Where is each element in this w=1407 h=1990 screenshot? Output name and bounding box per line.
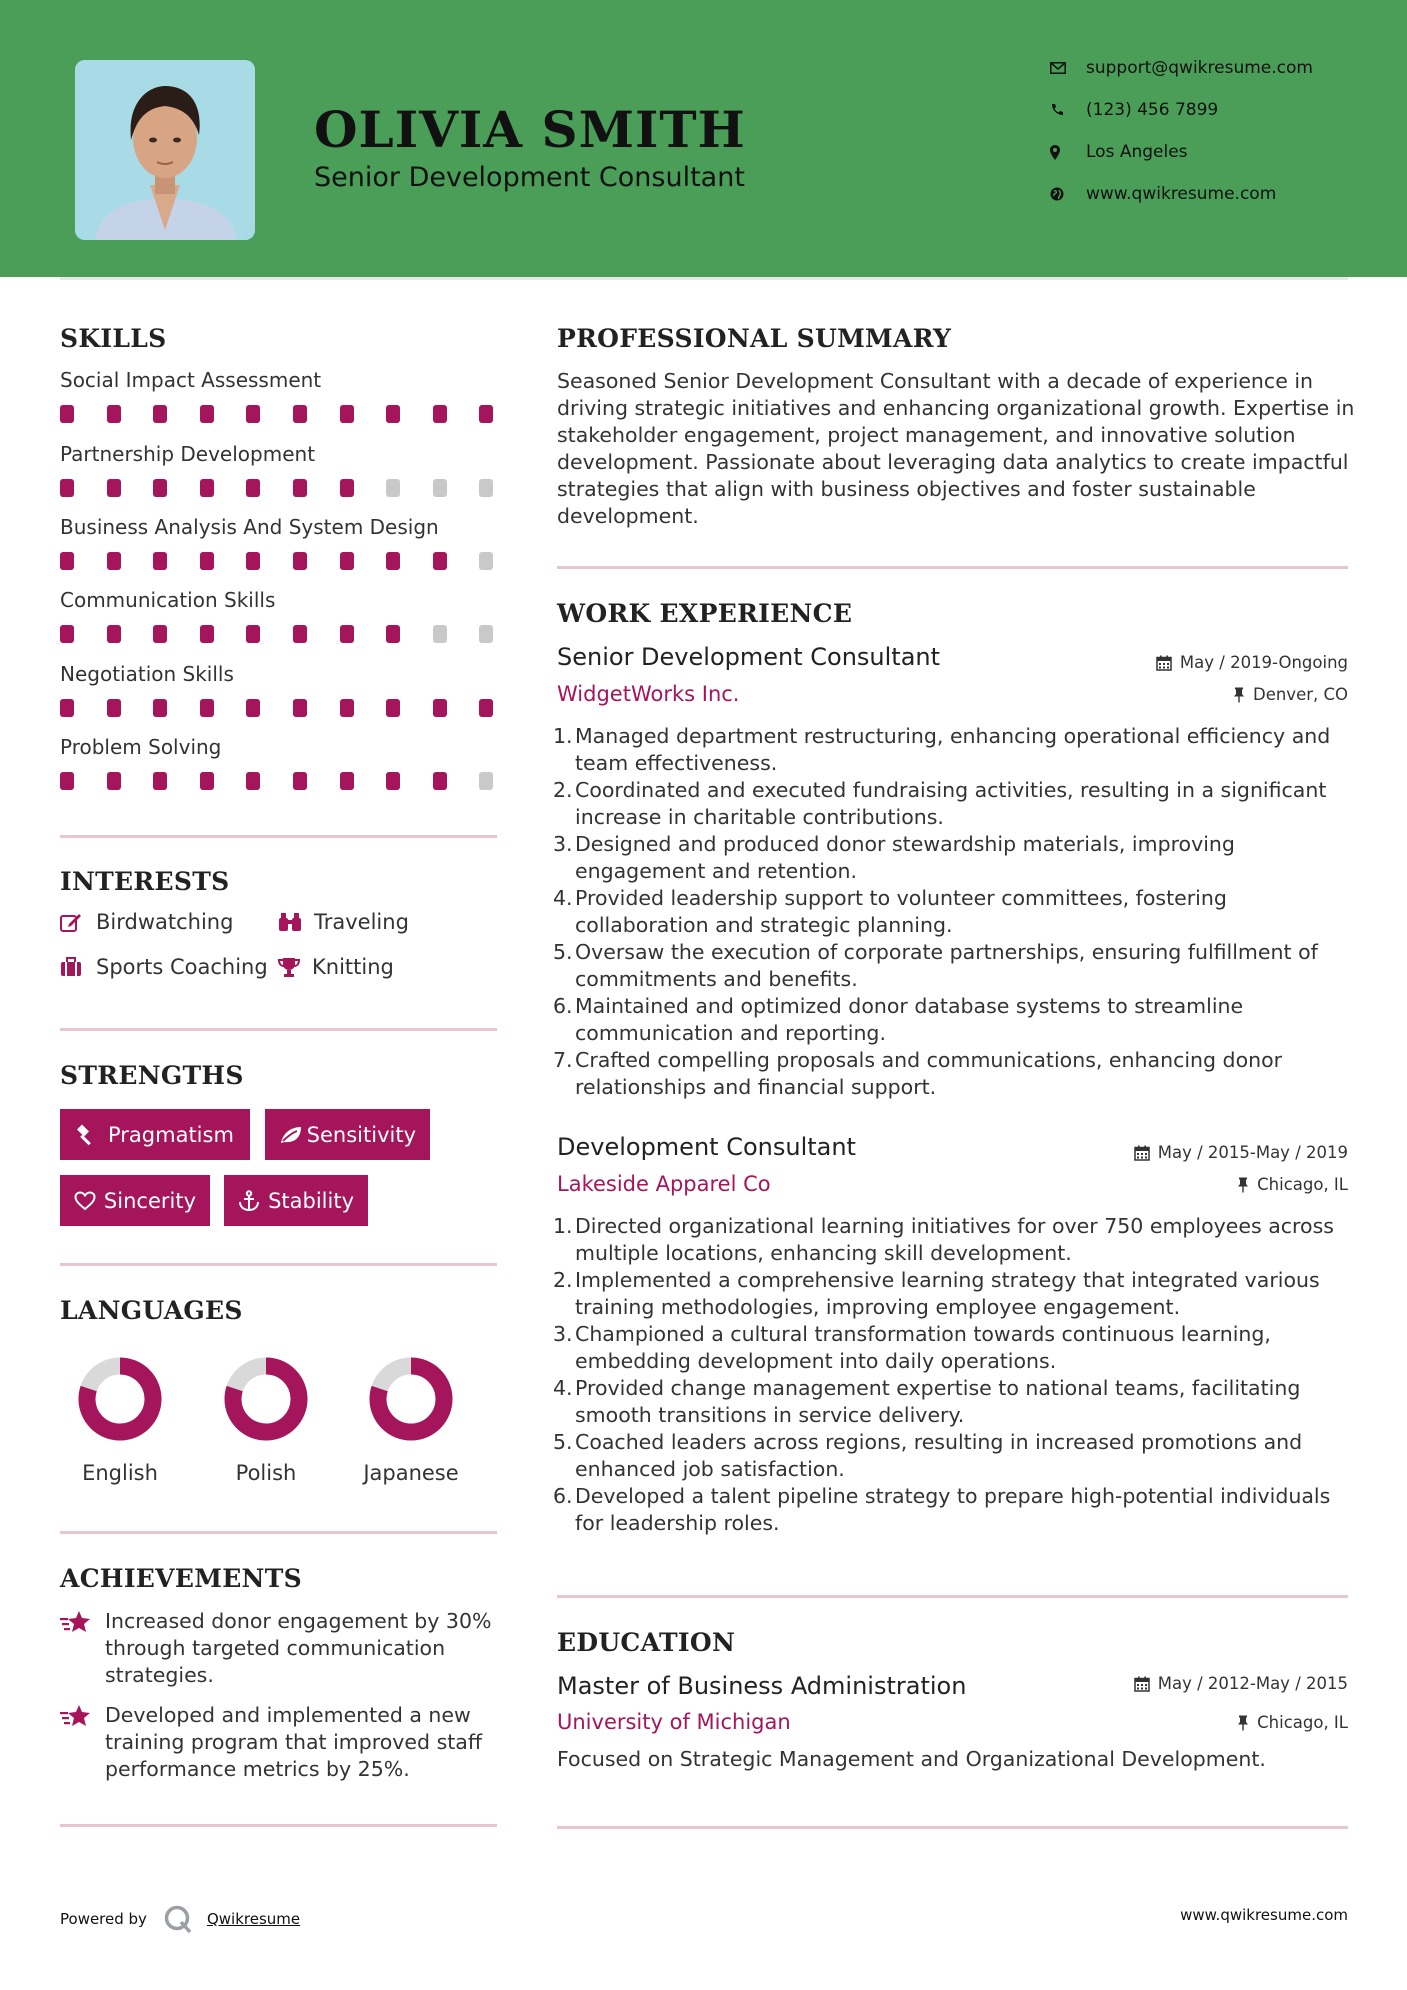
- achievement-item: [60, 1608, 500, 1689]
- contact-location-text: Los Angeles: [1086, 142, 1188, 162]
- achievement-text: Increased donor engagement by 30% through targeted communication strategies.: [105, 1609, 492, 1687]
- job-bullet: 7. Crafted compelling proposals and communications, enhancing donor relationships and financial support.: [553, 1048, 1283, 1099]
- section-divider: [60, 1263, 497, 1266]
- education-location: [1237, 1713, 1348, 1732]
- briefcase-icon: [60, 957, 96, 977]
- calendar-icon: [1156, 655, 1172, 671]
- binoculars-icon: [278, 912, 314, 932]
- job-bullet: 2. Coordinated and executed fundraising activities, resulting in a significant increase in charitable contributions.: [553, 778, 1327, 829]
- language-label: Japanese: [363, 1461, 459, 1485]
- pushpin-icon: [1237, 1715, 1249, 1731]
- leaf-icon: [279, 1125, 307, 1145]
- skill-dot-filled: [60, 552, 74, 570]
- language-label: English: [82, 1461, 158, 1485]
- skill-dot-empty: [479, 479, 493, 497]
- skill-dot-filled: [246, 479, 260, 497]
- footer-website[interactable]: www.qwikresume.com: [1180, 1906, 1348, 1924]
- skill-dot-filled: [340, 479, 354, 497]
- skill-dot-filled: [479, 405, 493, 423]
- skill-dot-empty: [433, 625, 447, 643]
- job-bullet: 6. Maintained and optimized donor database systems to streamline communication and reporting.: [553, 994, 1244, 1045]
- resume-header: [0, 0, 1407, 277]
- skill-dot-filled: [340, 772, 354, 790]
- strength-tag: [224, 1175, 368, 1226]
- summary-text: Seasoned Senior Development Consultant with a decade of experience in driving strategic initiatives and enhancing organizational growth. Expertise in stakeholder engagement, project management, and innovative solution development. Passionate about leveraging data analytics to create impactful strategies that align with business objectives and foster sustainable development.: [557, 369, 1355, 528]
- interest-item: [278, 955, 394, 979]
- skill-dot-empty: [479, 625, 493, 643]
- language-label: Polish: [235, 1461, 297, 1485]
- envelope-icon: [1050, 62, 1086, 74]
- star-icon: [60, 1702, 105, 1783]
- achievements-heading: ACHIEVEMENTS: [60, 1564, 302, 1593]
- job-location: [1237, 1175, 1348, 1194]
- interest-item: [60, 910, 233, 934]
- skill-dot-filled: [246, 552, 260, 570]
- skill-dot-filled: [293, 772, 307, 790]
- strength-tag: [265, 1109, 430, 1160]
- school-name: University of Michigan: [557, 1710, 791, 1734]
- skill-dot-filled: [107, 405, 121, 423]
- skill-dot-filled: [340, 405, 354, 423]
- skill-dot-filled: [60, 772, 74, 790]
- skill-label: Problem Solving: [60, 735, 222, 759]
- section-divider: [60, 1028, 497, 1031]
- skill-dot-filled: [293, 552, 307, 570]
- job-bullet: 1. Managed department restructuring, enhancing operational efficiency and team effectiveness.: [553, 724, 1331, 775]
- strengths-heading: STRENGTHS: [60, 1061, 244, 1090]
- skill-dot-filled: [60, 479, 74, 497]
- phone-icon: [1050, 103, 1086, 117]
- pushpin-icon: [1237, 1177, 1249, 1193]
- skill-label: Partnership Development: [60, 442, 316, 466]
- skill-rating-1: [60, 479, 500, 497]
- skill-dot-filled: [60, 405, 74, 423]
- language-level-2: [366, 1354, 456, 1444]
- summary-heading: PROFESSIONAL SUMMARY: [557, 324, 952, 353]
- qwikresume-link[interactable]: Qwikresume: [206, 1910, 301, 1928]
- skill-dot-empty: [386, 479, 400, 497]
- degree-title: Master of Business Administration: [557, 1672, 967, 1700]
- job-location-text: Denver, CO: [1252, 685, 1348, 704]
- skill-dot-filled: [153, 405, 167, 423]
- section-divider: [557, 1826, 1348, 1829]
- skill-dot-filled: [246, 772, 260, 790]
- job-bullets: [553, 1213, 1357, 1537]
- skill-label: Social Impact Assessment: [60, 368, 322, 392]
- contact-website-text: www.qwikresume.com: [1086, 184, 1277, 204]
- job-bullet: 3. Designed and produced donor stewardship materials, improving engagement and retention.: [553, 832, 1235, 883]
- job-location-text: Chicago, IL: [1257, 1175, 1348, 1194]
- company-name: Lakeside Apparel Co: [557, 1172, 771, 1196]
- skill-dot-filled: [433, 405, 447, 423]
- skill-dot-filled: [479, 699, 493, 717]
- skill-rating-4: [60, 699, 500, 717]
- skill-dot-filled: [386, 772, 400, 790]
- contact-phone-text: (123) 456 7899: [1086, 100, 1219, 120]
- contact-website[interactable]: [1050, 184, 1276, 204]
- interest-label: Birdwatching: [96, 910, 234, 934]
- skill-label: Communication Skills: [60, 588, 276, 612]
- company-name: WidgetWorks Inc.: [557, 682, 740, 706]
- job-dates: [1156, 653, 1348, 672]
- skill-dot-filled: [433, 772, 447, 790]
- skill-dot-filled: [200, 405, 214, 423]
- job-title: Development Consultant: [557, 1133, 856, 1161]
- experience-heading: WORK EXPERIENCE: [557, 599, 853, 628]
- section-divider: [60, 1531, 497, 1534]
- job-bullet: 2. Implemented a comprehensive learning strategy that integrated various training methodologies, improving employee engagement.: [553, 1268, 1320, 1319]
- skill-dot-filled: [200, 552, 214, 570]
- job-bullet: 5. Oversaw the execution of corporate partnerships, ensuring fulfillment of commitments and benefits.: [553, 940, 1318, 991]
- job-bullet: 3. Championed a cultural transformation towards continuous learning, embedding development into daily operations.: [553, 1322, 1271, 1373]
- contact-email[interactable]: [1050, 58, 1313, 78]
- job-location: [1233, 685, 1348, 704]
- skill-dot-filled: [293, 699, 307, 717]
- job-bullet: 1. Directed organizational learning initiatives for over 750 employees across multiple locations, enhancing skill development.: [553, 1214, 1334, 1265]
- education-dates-text: May / 2012-May / 2015: [1157, 1674, 1348, 1693]
- skill-dot-filled: [153, 625, 167, 643]
- skill-dot-filled: [386, 552, 400, 570]
- skill-dot-filled: [107, 479, 121, 497]
- powered-by: [60, 1904, 300, 1934]
- skill-dot-filled: [386, 625, 400, 643]
- language-level-1: [221, 1354, 311, 1444]
- skill-dot-filled: [200, 699, 214, 717]
- powered-by-text: Powered by: [60, 1910, 147, 1928]
- job-dates-text: May / 2015-May / 2019: [1157, 1143, 1348, 1162]
- strength-tag: [60, 1175, 210, 1226]
- calendar-icon: [1134, 1145, 1150, 1161]
- interest-label: Knitting: [312, 955, 394, 979]
- skill-dot-empty: [479, 552, 493, 570]
- job-dates: [1134, 1143, 1348, 1162]
- strength-tag: [60, 1109, 250, 1160]
- strength-label: Sensitivity: [306, 1122, 416, 1147]
- skill-dot-filled: [60, 625, 74, 643]
- skill-rating-0: [60, 405, 500, 423]
- candidate-role: Senior Development Consultant: [314, 162, 745, 193]
- skill-dot-filled: [153, 772, 167, 790]
- skill-dot-filled: [107, 699, 121, 717]
- trophy-icon: [278, 957, 312, 977]
- achievement-item: [60, 1702, 500, 1783]
- contact-phone[interactable]: [1050, 100, 1218, 120]
- skill-dot-filled: [200, 479, 214, 497]
- education-location-text: Chicago, IL: [1257, 1713, 1348, 1732]
- strength-label: Pragmatism: [108, 1122, 234, 1147]
- skill-dot-filled: [340, 625, 354, 643]
- skill-dot-filled: [107, 625, 121, 643]
- skill-dot-filled: [293, 479, 307, 497]
- job-bullets: [553, 723, 1357, 1101]
- achievement-text: Developed and implemented a new training program that improved staff performance metrics by 25%.: [105, 1703, 482, 1781]
- education-heading: EDUCATION: [557, 1628, 736, 1657]
- interest-item: [60, 955, 268, 979]
- languages-heading: LANGUAGES: [60, 1296, 243, 1325]
- skill-rating-2: [60, 552, 500, 570]
- skill-rating-5: [60, 772, 500, 790]
- interest-item: [278, 910, 409, 934]
- job-bullet: 6. Developed a talent pipeline strategy to prepare high-potential individuals for leadership roles.: [553, 1484, 1331, 1535]
- section-divider: [60, 1824, 497, 1827]
- contact-email-text: support@qwikresume.com: [1086, 58, 1313, 78]
- contact-location: [1050, 142, 1188, 162]
- skill-dot-filled: [246, 699, 260, 717]
- education-dates: [1134, 1674, 1348, 1693]
- skill-dot-filled: [107, 552, 121, 570]
- skill-dot-filled: [200, 772, 214, 790]
- edit-icon: [60, 912, 96, 932]
- interests-heading: INTERESTS: [60, 867, 230, 896]
- qwikresume-logo-icon: [163, 1904, 193, 1934]
- language-level-0: [75, 1354, 165, 1444]
- skill-dot-filled: [246, 625, 260, 643]
- calendar-icon: [1134, 1676, 1150, 1692]
- skill-dot-filled: [433, 699, 447, 717]
- gavel-icon: [74, 1124, 108, 1146]
- job-title: Senior Development Consultant: [557, 643, 941, 671]
- skill-dot-filled: [386, 405, 400, 423]
- skill-dot-filled: [293, 405, 307, 423]
- skill-dot-empty: [479, 772, 493, 790]
- strength-label: Sincerity: [103, 1188, 196, 1213]
- skill-dot-filled: [153, 552, 167, 570]
- skill-dot-empty: [433, 479, 447, 497]
- skill-dot-filled: [153, 479, 167, 497]
- skill-label: Business Analysis And System Design: [60, 515, 439, 539]
- skill-dot-filled: [386, 699, 400, 717]
- star-icon: [60, 1608, 105, 1689]
- skill-label: Negotiation Skills: [60, 662, 234, 686]
- pushpin-icon: [1233, 687, 1245, 703]
- skill-dot-filled: [340, 552, 354, 570]
- candidate-name: OLIVIA SMITH: [314, 100, 746, 159]
- skill-dot-filled: [200, 625, 214, 643]
- job-dates-text: May / 2019-Ongoing: [1179, 653, 1348, 672]
- skill-dot-filled: [60, 699, 74, 717]
- section-divider: [60, 835, 497, 838]
- globe-icon: [1050, 187, 1086, 201]
- skill-dot-filled: [153, 699, 167, 717]
- skill-dot-filled: [293, 625, 307, 643]
- strength-label: Stability: [268, 1188, 354, 1213]
- profile-photo: [75, 60, 255, 240]
- skill-dot-filled: [433, 552, 447, 570]
- interest-label: Sports Coaching: [96, 955, 268, 979]
- skill-dot-filled: [340, 699, 354, 717]
- heart-icon: [74, 1191, 104, 1211]
- job-bullet: 4. Provided leadership support to volunteer committees, fostering collaboration and strategic planning.: [553, 886, 1227, 937]
- interest-label: Traveling: [314, 910, 409, 934]
- skill-rating-3: [60, 625, 500, 643]
- map-pin-icon: [1050, 145, 1086, 160]
- skill-dot-filled: [107, 772, 121, 790]
- skill-dot-filled: [246, 405, 260, 423]
- header-divider: [60, 277, 1348, 280]
- skills-heading: SKILLS: [60, 324, 167, 353]
- job-bullet: 5. Coached leaders across regions, resulting in increased promotions and enhanced job satisfaction.: [553, 1430, 1303, 1481]
- section-divider: [557, 1595, 1348, 1598]
- section-divider: [557, 566, 1348, 569]
- job-bullet: 4. Provided change management expertise to national teams, facilitating smooth transitions in service delivery.: [553, 1376, 1301, 1427]
- anchor-icon: [238, 1190, 268, 1212]
- education-description: Focused on Strategic Management and Organizational Development.: [557, 1747, 1266, 1771]
